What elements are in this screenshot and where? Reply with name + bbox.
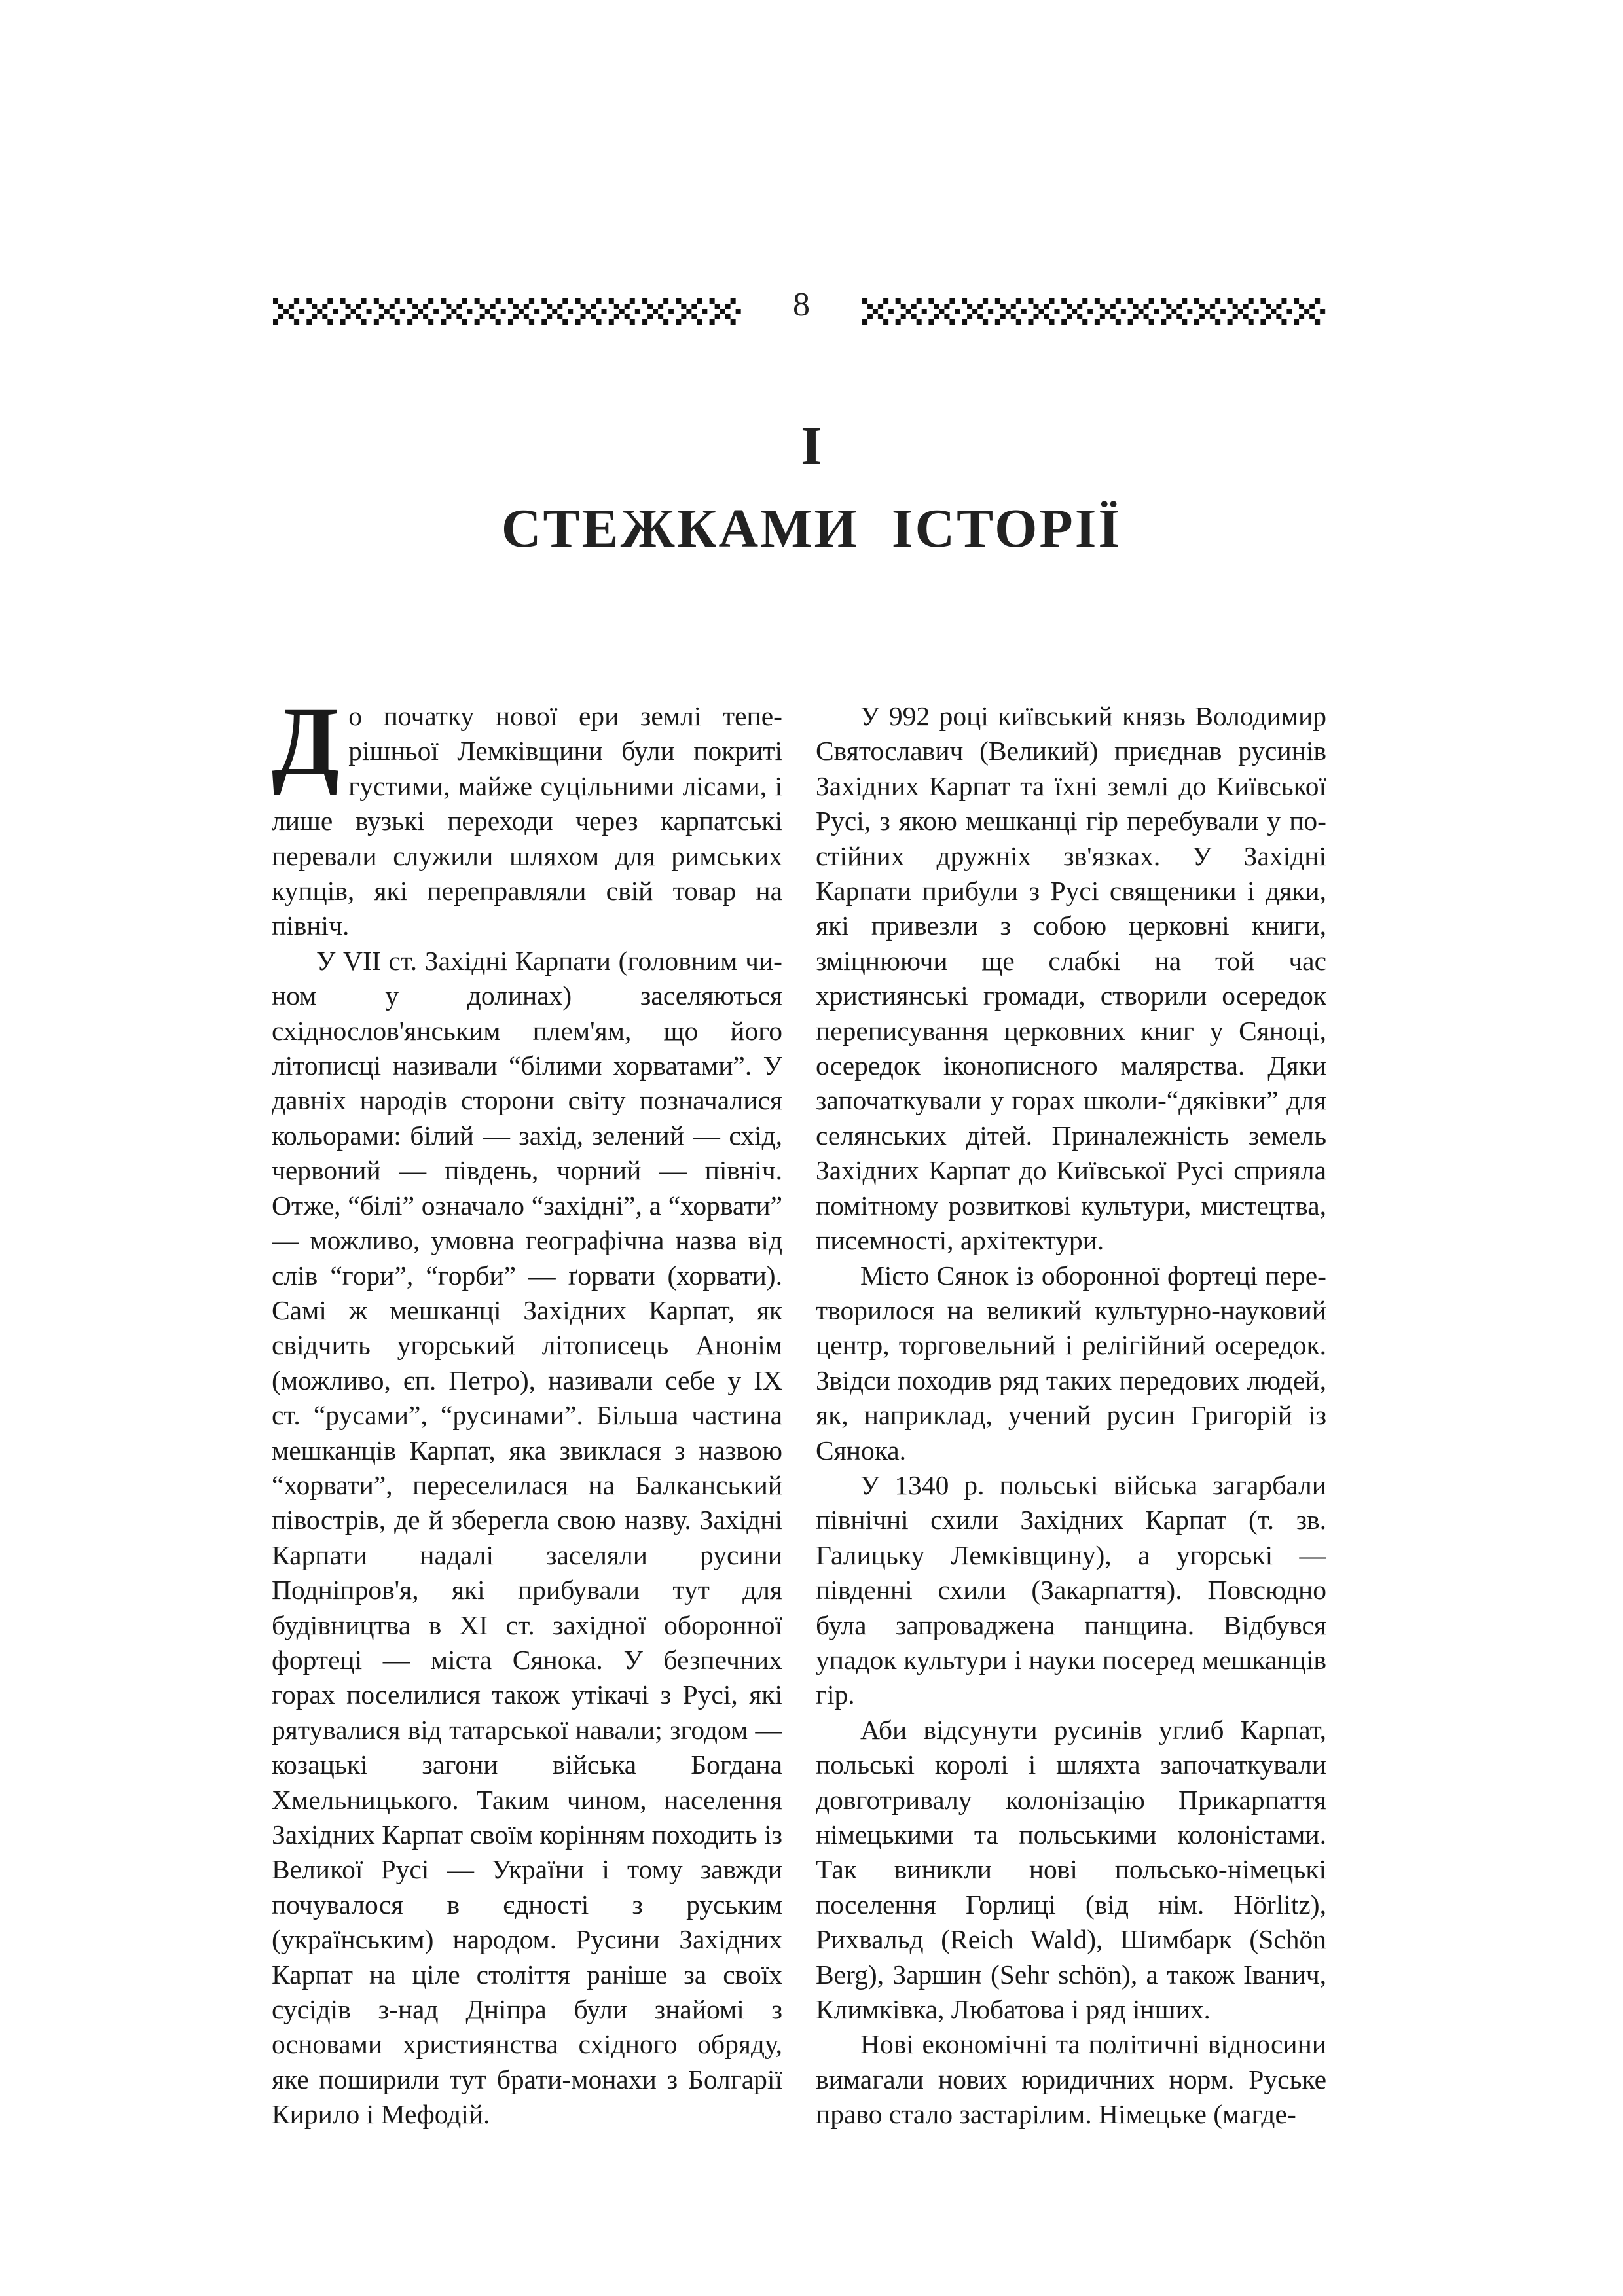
ornament-band-right-icon <box>861 297 1326 326</box>
chapter-title: СТЕЖКАМИ ІСТОРІЇ <box>501 498 1122 559</box>
page-number: 8 <box>793 286 810 323</box>
ornament-band-left-icon <box>272 297 742 326</box>
paragraph: У VII ст. Західні Карпати (головним чином у долинах) заселяються східнослов'янським плем'ям, що його літописці називали “білими хорватами”. У давніх народів сторони світу позначалися кольорами: білий — захід, зелений — схід, червоний — південь, чорний — північ. Отже, “білі” означало “західні”, а “хорвати” — можливо, умовна географічна назва від слів “гори”, “горби” — ґорвати (хорвати). Самі ж мешканці Західних Карпат, як свідчить угорський літописець Анонім (можливо, єп. Петро), називали себе у IX ст. “русами”, “русинами”. Більша частина мешканців Карпат, яка звиклася з назвою “хорвати”, переселилася на Балканський півострів, де й зберегла свою назву. Західні Карпати надалі заселяли русини Подніпров'я, які прибували тут для будівництва в XI ст. західної оборонної фортеці — міста Сянока. У безпечних горах поселилися також утікачі з Русі, які рятувалися від татарської навали; згодом — козацькі загони війська Богдана Хмельницького. Таким чином, населення Західних Карпат своїм корінням походить із Великої Русі — України і тому завжди почувалося в єдності з руським (українським) народом. Русини Західних Карпат на ціле століття раніше за своїх сусідів з-над Дніпра були знайомі з основами християнства східного обряду, яке поширили тут брати-монахи з Болгарії Кирило і Мефодій. <box>272 945 782 2130</box>
paragraph: Місто Сянок із оборонної фортеці перетворилося на великий культурно-науковий центр, торговельний і релігійний осередок. Звідси походив ряд таких передових людей, як, наприклад, учений русин Григорій із Сянока. <box>816 1260 1326 1465</box>
paragraph: У 1340 р. польські війська загарбали північні схили Західних Карпат (т. зв. Галицьку Лемківщину), а угорські — південні схили (Закарпаття). Повсюдно була запроваджена панщина. Відбувся упадок культури і науки посеред мешканців гір. <box>816 1469 1326 1710</box>
text-column-right <box>816 699 1326 2224</box>
paragraph: У 992 році київський князь Володимир Святославич (Великий) приєднав русинів Західних Карпат та їхні землі до Київської Русі, з якою мешканці гір перебували у постійних дружніх зв'язках. У Західні Карпати прибули з Русі священики і дяки, які привезли з собою церковні книги, зміцнюючи ще слабкі на той час християнські громади, створили осередок переписування церковних книг у Сяноці, осередок іконописного малярства. Дяки започаткували у горах школи-“дяківки” для селянських дітей. Приналежність земель Західних Карпат до Київської Русі сприяла помітному розвиткові культури, мистецтва, писемності, архітектури. <box>816 701 1326 1256</box>
paragraph: Нові економічні та політичні відносини вимагали нових юридичних норм. Руське право стало застарілим. Німецьке (магде- <box>816 2029 1326 2130</box>
paragraph <box>272 699 782 944</box>
chapter-number: I <box>801 416 822 476</box>
paragraph-text: о початку нової ери землі теперішньої Лемківщини були покриті густими, майже суцільними лісами, і лише вузькі переходи через карпатські перевали служили шляхом для римських купців, які переправляли свій товар на північ. <box>272 701 782 941</box>
text-column-left <box>272 699 782 2224</box>
page-header <box>272 285 1326 344</box>
drop-cap: Д <box>272 699 340 796</box>
paragraph: Аби відсунути русинів углиб Карпат, польські королі і шляхта започаткували довготривалу колонізацію Прикарпаття німецькими та польськими колоністами. Так виникли нові польсько-німецькі поселення Горлиці (від нім. Hörlitz), Рихвальд (Reich Wald), Шимбарк (Schön Berg), Заршин (Sehr schön), а також Іванич, Климківка, Любатова і ряд інших. <box>816 1714 1326 2025</box>
